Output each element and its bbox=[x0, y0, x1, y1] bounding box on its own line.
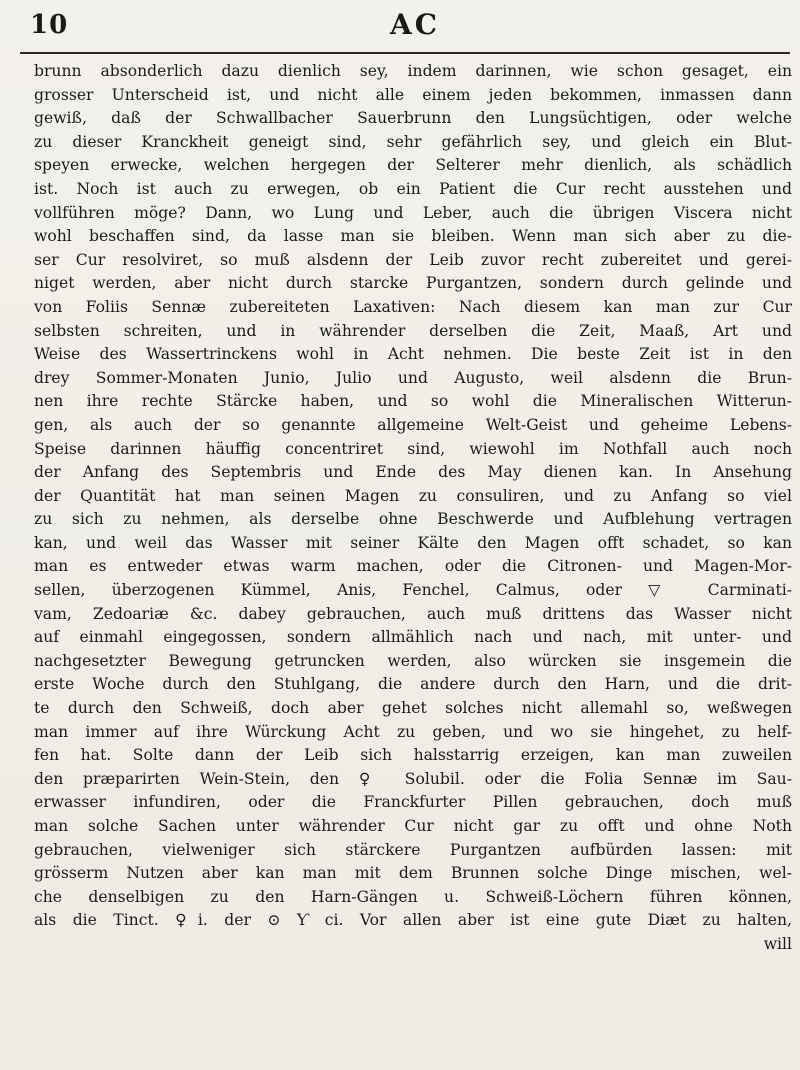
text-line: vollführen möge? Dann, wo Lung und Leber, auch die übrigen Viscera nicht bbox=[34, 203, 792, 222]
text-line: che denselbigen zu den Harn-Gängen u. Schweiß-Löchern führen können, bbox=[34, 887, 792, 906]
text-line: der Anfang des Septembris und Ende des May dienen kan. In Ansehung bbox=[34, 463, 792, 482]
text-line: gewiß, daß der Schwallbacher Sauerbrunn den Lungsüchtigen, oder welche bbox=[34, 109, 792, 128]
text-line: nen ihre rechte Stärcke haben, und so wohl die Mineralischen Witterun- bbox=[34, 392, 792, 411]
text-line: man es entweder etwas warm machen, oder die Citronen- und Magen-Mor- bbox=[34, 557, 792, 576]
text-line: sellen, überzogenen Kümmel, Anis, Fenchel, Calmus, oder ▽ Carminati- bbox=[34, 581, 792, 600]
text-line: speyen erwecke, welchen hergegen der Selterer mehr dienlich, als schädlich bbox=[34, 156, 792, 175]
text-line: drey Sommer-Monaten Junio, Julio und Augusto, weil alsdenn die Brun- bbox=[34, 368, 792, 387]
catchword: will bbox=[763, 934, 792, 953]
body-text bbox=[34, 60, 792, 957]
running-head: AC bbox=[390, 8, 441, 41]
text-line: erwasser infundiren, oder die Franckfurter Pillen gebrauchen, doch muß bbox=[34, 793, 792, 812]
text-line: als die Tinct. ♀i. der ⊙ Ƴ ci. Vor allen aber ist eine gute Diæt zu halten, bbox=[34, 911, 792, 930]
text-line: wohl beschaffen sind, da lasse man sie bleiben. Wenn man sich aber zu die- bbox=[34, 227, 792, 246]
page-header bbox=[20, 6, 790, 44]
text-line: vam, Zedoariæ &c. dabey gebrauchen, auch muß drittens das Wasser nicht bbox=[34, 604, 792, 623]
text-line: te durch den Schweiß, doch aber gehet solches nicht allemahl so, weßwegen bbox=[34, 699, 792, 718]
text-line: Weise des Wassertrinckens wohl in Acht nehmen. Die beste Zeit ist in den bbox=[34, 345, 792, 364]
text-line: man solche Sachen unter währender Cur nicht gar zu offt und ohne Noth bbox=[34, 817, 792, 835]
text-line: der Quantität hat man seinen Magen zu consuliren, und zu Anfang so viel bbox=[34, 486, 792, 505]
text-line: den præparirten Wein-Stein, den ♀ Solubil. oder die Folia Sennæ im Sau- bbox=[34, 769, 792, 788]
text-line: ser Cur resolviret, so muß alsdenn der Leib zuvor recht zubereitet und gerei- bbox=[34, 250, 792, 269]
header-rule bbox=[20, 52, 790, 54]
text-line: man immer auf ihre Würckung Acht zu geben, und wo sie hingehet, zu helf- bbox=[34, 722, 792, 741]
text-line: gen, als auch der so genannte allgemeine Welt-Geist und geheime Lebens- bbox=[34, 415, 792, 434]
text-line: grösserm Nutzen aber kan man mit dem Brunnen solche Dinge mischen, wel- bbox=[34, 864, 792, 883]
page-number: 10 bbox=[30, 10, 69, 40]
text-line: brunn absonderlich dazu dienlich sey, indem darinnen, wie schon gesaget, ein bbox=[34, 62, 792, 80]
text-line: kan, und weil das Wasser mit seiner Kälte den Magen offt schadet, so kan bbox=[34, 533, 792, 552]
text-line: gebrauchen, vielweniger sich stärckere Purgantzen aufbürden lassen: mit bbox=[34, 840, 792, 859]
text-line: Speise darinnen häuffig concentriret sind, wiewohl im Nothfall auch noch bbox=[34, 439, 792, 458]
text-line: auf einmahl eingegossen, sondern allmählich nach und nach, mit unter- und bbox=[34, 628, 792, 647]
text-line: zu sich zu nehmen, als derselbe ohne Beschwerde und Aufblehung vertragen bbox=[34, 510, 792, 529]
text-line: fen hat. Solte dann der Leib sich halsstarrig erzeigen, kan man zuweilen bbox=[34, 746, 792, 765]
text-line: selbsten schreiten, und in währender derselben die Zeit, Maaß, Art und bbox=[34, 321, 792, 340]
text-line: zu dieser Kranckheit geneigt sind, sehr gefährlich sey, und gleich ein Blut- bbox=[34, 132, 792, 151]
text-line: erste Woche durch den Stuhlgang, die andere durch den Harn, und die drit- bbox=[34, 675, 792, 694]
text-line: nachgesetzter Bewegung getruncken werden, also würcken sie insgemein die bbox=[34, 651, 792, 670]
text-line: von Foliis Sennæ zubereiteten Laxativen: Nach diesem kan man zur Cur bbox=[34, 297, 792, 316]
text-line: niget werden, aber nicht durch starcke Purgantzen, sondern durch gelinde und bbox=[34, 274, 792, 293]
text-line: grosser Unterscheid ist, und nicht alle einem jeden bekommen, inmassen dann bbox=[34, 85, 792, 104]
text-line: ist. Noch ist auch zu erwegen, ob ein Patient die Cur recht ausstehen und bbox=[34, 179, 792, 198]
